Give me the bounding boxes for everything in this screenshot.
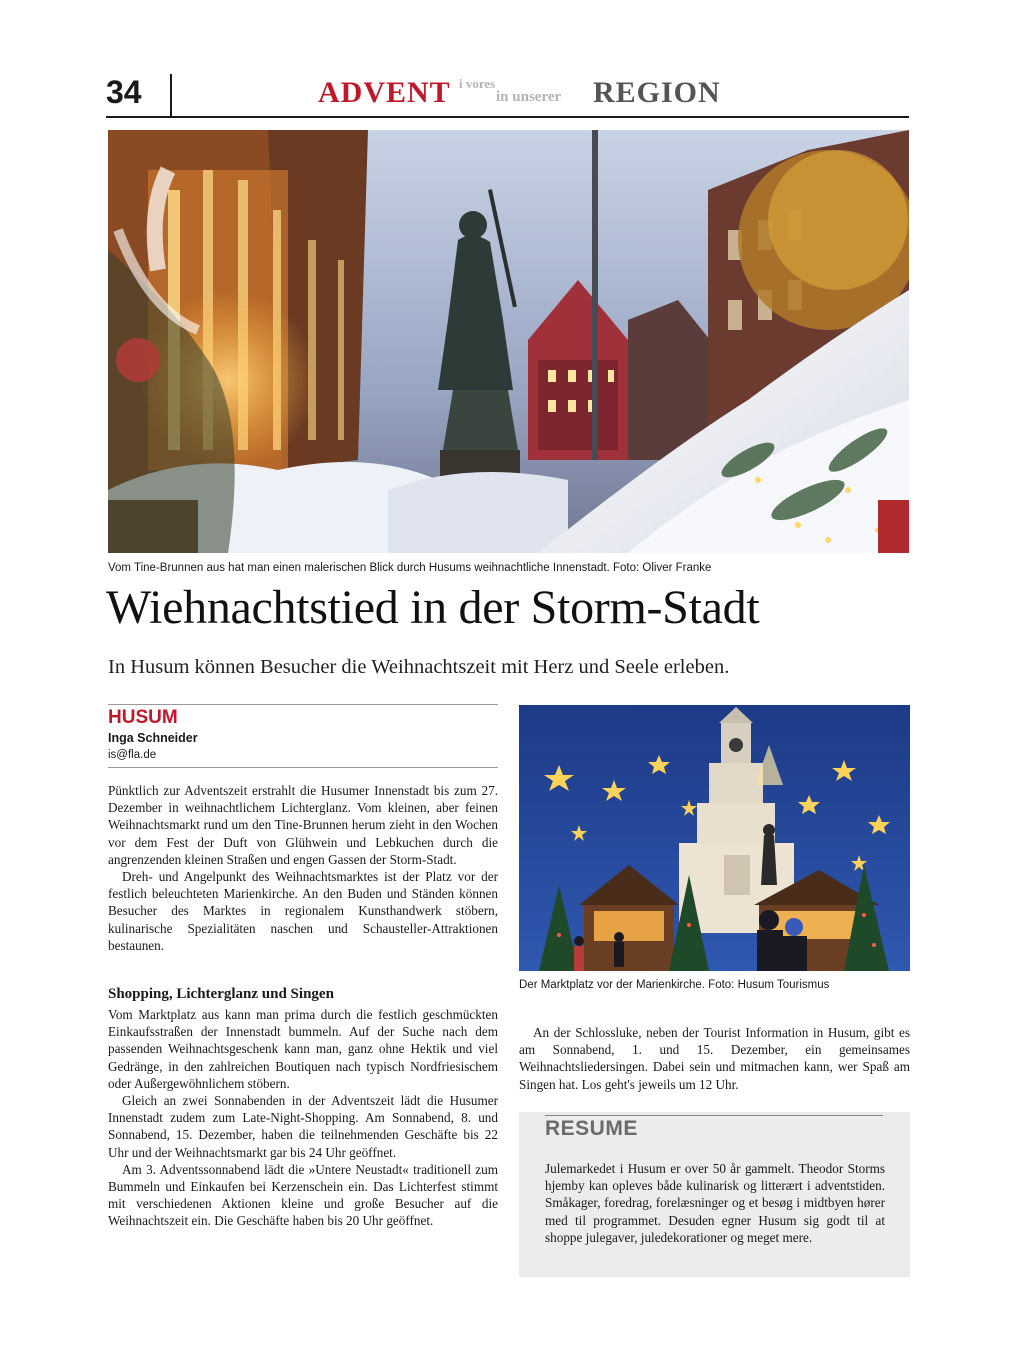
- main-photo: [108, 130, 909, 553]
- article-body-singing: [519, 1024, 910, 1093]
- byline-rule-bottom: [108, 767, 498, 768]
- author-name: Inga Schneider: [108, 731, 198, 745]
- author-email: is@fla.de: [108, 749, 157, 761]
- article-body-intro: [108, 782, 498, 954]
- section-tag-danish: i vores: [459, 76, 496, 91]
- paragraph-2: Dreh- und Angelpunkt des Weihnachtsmarktes ist der Platz vor der festlich beleuchteten Marienkirche. An den Buden und Ständen können Besucher des Marktes in regionalem Kunsthandwerk stöbern, kulinarische Spezialitäten naschen und Schausteller-Attraktionen bestaunen.: [108, 869, 498, 953]
- paragraph-3: Vom Marktplatz aus kann man prima durch die festlich geschmückten Einkaufsstraßen der Innenstadt bummeln. Auf der Suche nach dem passenden Weihnachtsgeschenk kann man, ganz ohne Hektik und viel Gedränge, in den zahlreichen Boutiquen nach typisch Nordfriesischem oder Außergewöhnlichem stöbern.: [108, 1007, 498, 1091]
- dateline-place: HUSUM: [108, 707, 178, 728]
- resume-text: [545, 1160, 885, 1246]
- paragraph-6: An der Schlossluke, neben der Tourist Information in Husum, gibt es am Sonnabend, 1. und 15. Dezember, ein gemeinsames Weihnachtsliedersingen. Dabei sein und mitmachen kann, wer Spaß am Singen hat. Los geht's jeweils um 12 Uhr.: [519, 1025, 910, 1092]
- paragraph-5: Am 3. Adventssonnabend lädt die »Untere Neustadt« traditionell zum Bummeln und Einkaufen bei Kerzenschein ein. Das Lichterfest stimmt mit verschiedenen Aktionen kleine und große Besucher auf die Weihnachtszeit ein. Die Geschäfte haben bis 20 Uhr geöffnet.: [108, 1161, 498, 1229]
- section-tag-german: in unserer: [496, 89, 562, 105]
- church-photo-caption: Der Marktplatz vor der Marienkirche. Foto: Husum Tourismus: [519, 979, 830, 991]
- resume-title: RESUME: [545, 1117, 638, 1140]
- church-photo: [519, 705, 910, 971]
- subheading: Shopping, Lichterglanz und Singen: [108, 986, 334, 1002]
- paragraph-1: Pünktlich zur Adventszeit erstrahlt die Husumer Innenstadt bis zum 27. Dezember in weihnachtlichem Lichterglanz. Vom kleinen, aber feinen Weihnachtsmarkt rund um den Tine-Brunnen herum zieht in den Wochen vor dem Fest der Duft von Glühwein und Lebkuchen durch die angrenzenden kleinen Straßen und engen Gassen der Storm-Stadt.: [108, 783, 498, 867]
- paragraph-4: Gleich an zwei Sonnabenden in der Adventszeit lädt die Husumer Innenstadt zudem zum Late-Night-Shopping. Am Sonnabend, 8. und Sonnabend, 15. Dezember, haben die teilnehmenden Geschäfte bis 22 Uhr und der Weihnachtsmarkt gar bis 24 Uhr geöffnet.: [108, 1093, 498, 1160]
- section-title-region: REGION: [593, 76, 721, 109]
- byline-rule-top: [108, 704, 498, 705]
- headline: Wiehnachtstied in der Storm-Stadt: [106, 581, 760, 634]
- header-divider: [170, 74, 172, 116]
- header-rule: [106, 116, 909, 118]
- section-title-advent: ADVENT: [318, 76, 451, 109]
- main-photo-caption: Vom Tine-Brunnen aus hat man einen malerischen Blick durch Husums weihnachtliche Innenstadt. Foto: Oliver Franke: [108, 562, 712, 574]
- subheadline: In Husum können Besucher die Weihnachtszeit mit Herz und Seele erleben.: [108, 656, 730, 678]
- resume-rule: [545, 1115, 883, 1116]
- page-number: 34: [106, 74, 142, 110]
- resume-paragraph: Julemarkedet i Husum er over 50 år gammelt. Theodor Storms hjemby kan opleves både kulinarisk og litterært i adventstiden. Småkager, foredrag, forelæsninger og et besøg i midtbyen hører med til programmet. Desuden egner Husum sig godt til at shoppe julegaver, juledekorationer og meget mere.: [545, 1161, 885, 1245]
- article-body-shopping: [108, 1006, 498, 1230]
